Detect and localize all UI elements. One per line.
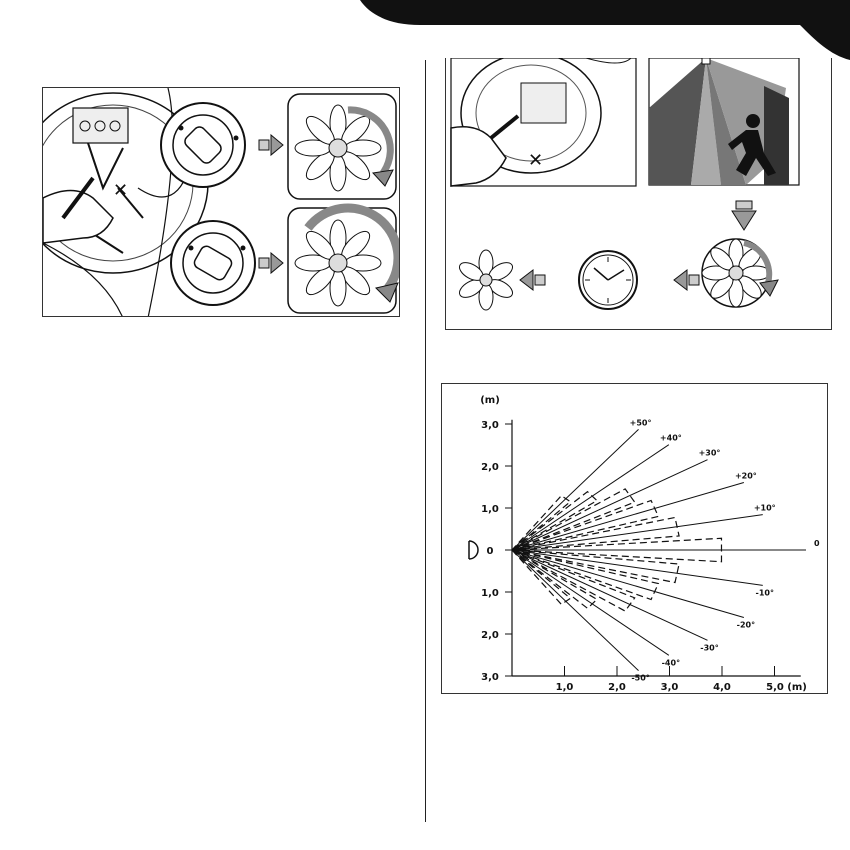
column-divider <box>425 60 426 822</box>
angle-label: -50° <box>631 673 650 683</box>
y-tick-label: 2,0 <box>481 462 499 473</box>
angle-label: -20° <box>736 620 756 630</box>
y-tick-label: 2,0 <box>481 630 499 641</box>
svg-text:✕: ✕ <box>113 180 129 201</box>
arrow-left-icon <box>520 270 545 290</box>
motion-sensor-room-icon <box>649 58 799 185</box>
hand-screwdriver-icon <box>43 178 128 243</box>
arrow-down-icon <box>732 201 756 230</box>
x-tick-label: 2,0 <box>608 682 626 693</box>
x-unit-label: 5,0 (m) <box>766 682 807 693</box>
angle-label: +40° <box>659 433 682 443</box>
y-tick-label: 3,0 <box>481 420 499 431</box>
header-tab <box>360 0 850 60</box>
clock-icon <box>579 251 637 309</box>
potentiometer-min-icon <box>161 103 245 187</box>
angle-label: +10° <box>753 503 776 513</box>
arrow-right-icon <box>259 253 283 273</box>
hand-screwdriver-icon <box>451 58 636 186</box>
detection-ray <box>512 445 669 550</box>
detection-chart-frame <box>441 383 828 694</box>
angle-label: +50° <box>629 418 652 428</box>
y-tick-label: 3,0 <box>481 672 499 683</box>
y-unit-label: (m) <box>480 394 500 406</box>
x-tick-label: 4,0 <box>713 682 731 693</box>
x-tick-label: 1,0 <box>555 682 574 693</box>
svg-text:✕: ✕ <box>528 150 544 171</box>
sensor-half-dome-icon <box>469 541 478 559</box>
y-tick-label: 0 <box>486 546 494 557</box>
angle-label: 0 <box>814 539 820 548</box>
angle-label: -40° <box>661 658 681 668</box>
fan-rotation-icon <box>702 239 778 307</box>
arrow-right-icon <box>259 135 283 155</box>
angle-label: -10° <box>755 588 774 598</box>
figure-left-frame <box>42 87 400 317</box>
y-tick-label: 1,0 <box>481 588 499 599</box>
potentiometer-max-icon <box>171 221 255 305</box>
arrow-left-icon <box>674 270 699 290</box>
fan-long-rotation-icon <box>288 208 398 313</box>
figure-right-frame <box>445 58 832 330</box>
y-tick-label: 1,0 <box>481 504 499 515</box>
angle-label: -30° <box>700 643 719 653</box>
angle-label: +30° <box>698 448 721 458</box>
fan-short-rotation-icon <box>288 94 396 199</box>
angle-label: +20° <box>734 471 757 481</box>
fan-stopped-icon <box>457 250 516 310</box>
x-tick-label: 3,0 <box>660 682 679 693</box>
